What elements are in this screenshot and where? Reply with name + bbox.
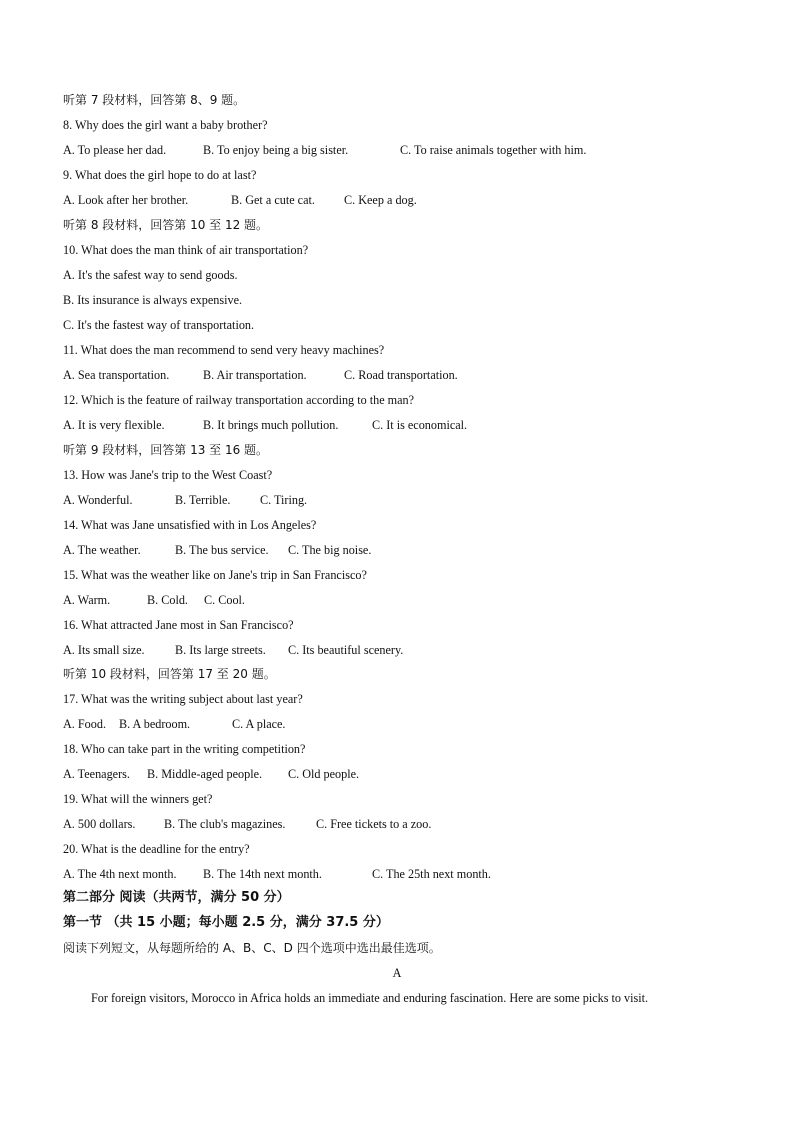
options-13: [63, 492, 307, 508]
options-12: [63, 417, 467, 433]
option-c: C. Keep a dog.: [344, 193, 417, 207]
options-9: [63, 192, 417, 208]
passage-label: A: [392, 966, 402, 980]
question-9: 9. What does the girl hope to do at last?: [63, 168, 257, 182]
option-c: C. Road transportation.: [344, 368, 458, 382]
option-10a: A. It's the safest way to send goods.: [63, 268, 238, 282]
section-heading-8: 听第 8 段材料，回答第 10 至 12 题。: [63, 218, 269, 232]
question-10: 10. What does the man think of air transportation?: [63, 243, 309, 257]
option-c: C. Free tickets to a zoo.: [316, 817, 432, 831]
question-15: 15. What was the weather like on Jane's trip in San Francisco?: [63, 568, 367, 582]
option-c: C. The 25th next month.: [372, 867, 491, 881]
option-c: C. The big noise.: [288, 543, 372, 557]
option-10b: B. Its insurance is always expensive.: [63, 293, 243, 307]
question-12: 12. Which is the feature of railway transportation according to the man?: [63, 393, 415, 407]
option-c: C. To raise animals together with him.: [400, 143, 587, 157]
question-17: 17. What was the writing subject about last year?: [63, 692, 303, 706]
option-a: A. Teenagers.: [63, 767, 130, 781]
reading-instruction: 阅读下列短文，从每题所给的 A、B、C、D 四个选项中选出最佳选项。: [63, 941, 441, 955]
options-18: [63, 766, 359, 782]
question-8: 8. Why does the girl want a baby brother?: [63, 118, 268, 132]
options-11: [63, 367, 458, 383]
option-c: C. Old people.: [288, 767, 360, 781]
option-c: C. A place.: [232, 717, 286, 731]
option-a: A. Look after her brother.: [63, 193, 189, 207]
option-b: B. The bus service.: [175, 543, 269, 557]
option-a: A. Sea transportation.: [63, 368, 170, 382]
option-b: B. Air transportation.: [203, 368, 307, 382]
option-a: A. The 4th next month.: [63, 867, 177, 881]
option-c: C. Its beautiful scenery.: [288, 643, 404, 657]
option-c: C. Cool.: [204, 593, 245, 607]
option-a: A. The weather.: [63, 543, 141, 557]
options-8: [63, 142, 586, 158]
options-19: [63, 816, 431, 832]
question-18: 18. Who can take part in the writing competition?: [63, 742, 306, 756]
part-two-heading: 第二部分 阅读（共两节，满分 50 分）: [63, 890, 290, 905]
option-b: B. The 14th next month.: [203, 867, 322, 881]
question-11: 11. What does the man recommend to send very heavy machines?: [63, 343, 385, 357]
section-one-heading: 第一节 （共 15 小题；每小题 2.5 分，满分 37.5 分）: [63, 915, 389, 930]
option-a: A. Wonderful.: [63, 493, 133, 507]
option-b: B. Cold.: [147, 593, 188, 607]
section-heading-7: 听第 7 段材料，回答第 8、9 题。: [63, 93, 246, 107]
section-heading-9: 听第 9 段材料，回答第 13 至 16 题。: [63, 443, 269, 457]
options-15: [63, 592, 245, 608]
question-16: 16. What attracted Jane most in San Francisco?: [63, 618, 294, 632]
question-13: 13. How was Jane's trip to the West Coast?: [63, 468, 273, 482]
option-a: A. Food.: [63, 717, 107, 731]
options-16: [63, 642, 403, 658]
option-b: B. It brings much pollution.: [203, 418, 339, 432]
option-c: C. It is economical.: [372, 418, 468, 432]
option-b: B. The club's magazines.: [164, 817, 286, 831]
question-19: 19. What will the winners get?: [63, 792, 213, 806]
question-14: 14. What was Jane unsatisfied with in Los Angeles?: [63, 518, 317, 532]
option-a: A. 500 dollars.: [63, 817, 136, 831]
option-b: B. To enjoy being a big sister.: [203, 143, 349, 157]
option-a: A. It is very flexible.: [63, 418, 165, 432]
option-b: B. Terrible.: [175, 493, 231, 507]
question-20: 20. What is the deadline for the entry?: [63, 842, 250, 856]
option-b: B. A bedroom.: [119, 717, 191, 731]
option-b: B. Get a cute cat.: [231, 193, 315, 207]
option-a: A. To please her dad.: [63, 143, 167, 157]
passage-paragraph: For foreign visitors, Morocco in Africa holds an immediate and enduring fascination. Here are some picks to visit.: [91, 991, 649, 1005]
option-b: B. Middle-aged people.: [147, 767, 263, 781]
option-10c: C. It's the fastest way of transportation.: [63, 318, 255, 332]
option-a: A. Warm.: [63, 593, 111, 607]
options-17: [63, 716, 285, 732]
option-a: A. Its small size.: [63, 643, 145, 657]
options-20: [63, 866, 491, 882]
option-b: B. Its large streets.: [175, 643, 266, 657]
section-heading-10: 听第 10 段材料，回答第 17 至 20 题。: [63, 667, 276, 681]
option-c: C. Tiring.: [260, 493, 308, 507]
options-14: [63, 542, 371, 558]
